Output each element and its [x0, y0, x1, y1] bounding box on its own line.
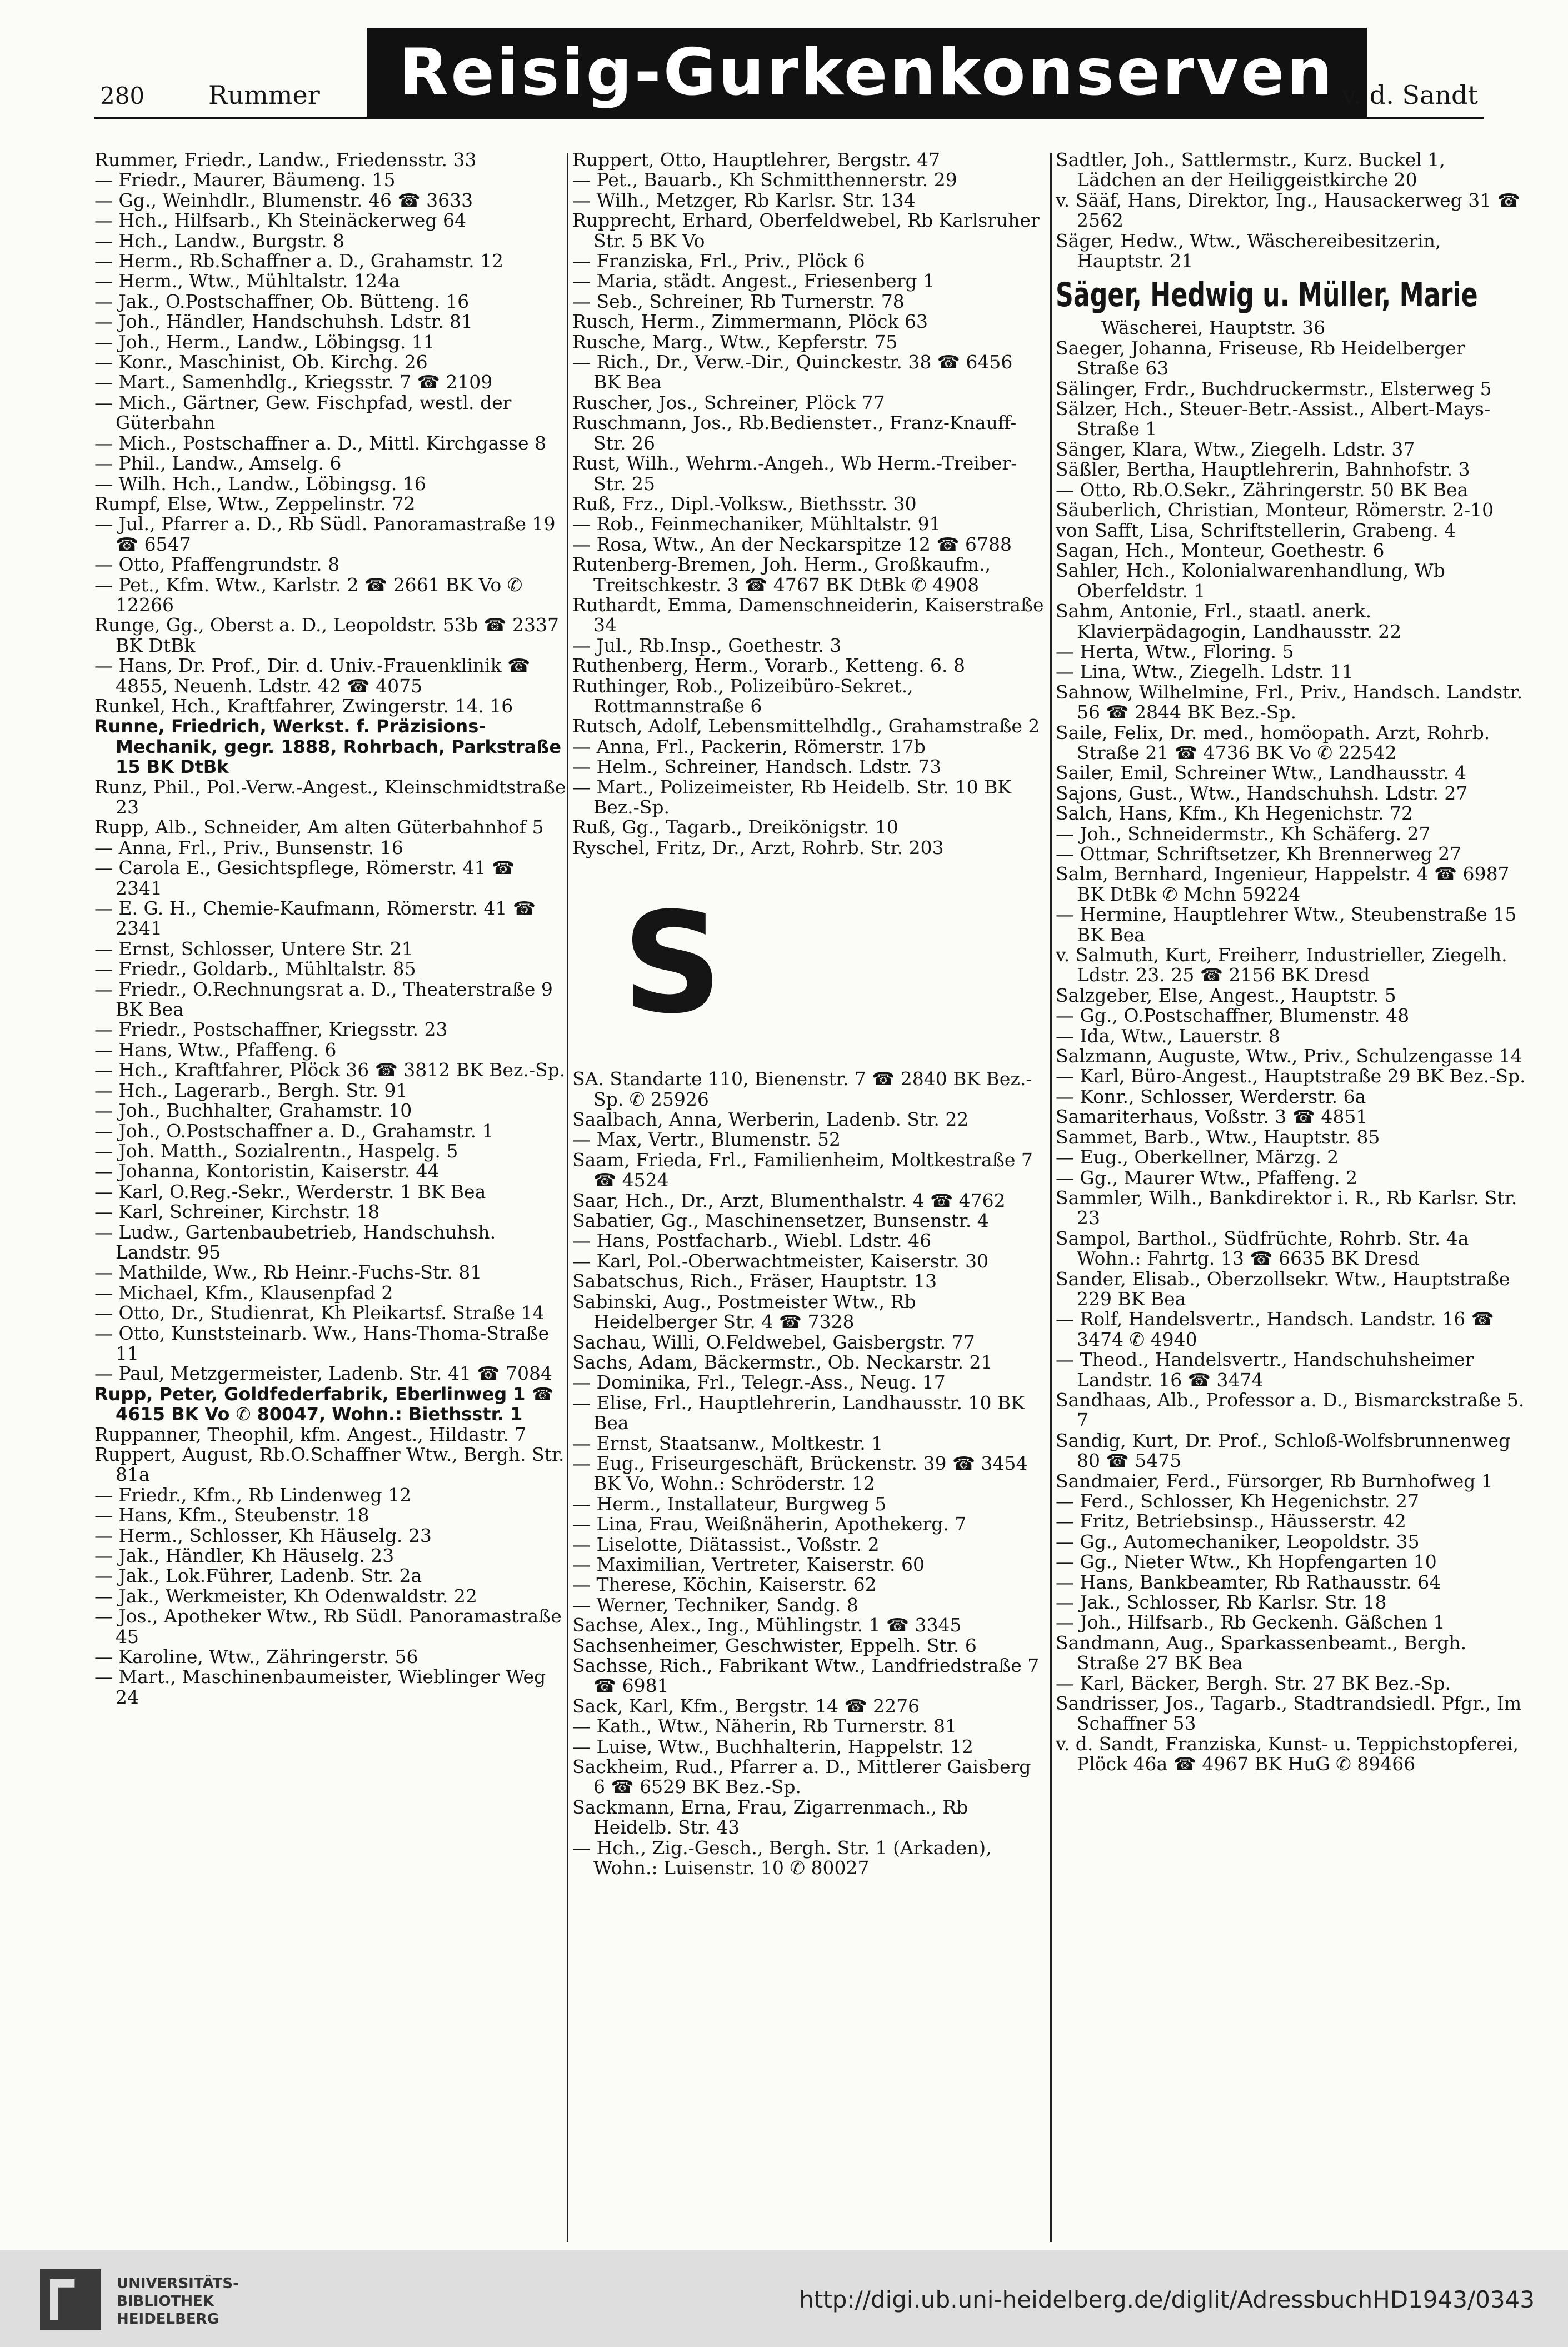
directory-entry: Sammet, Barb., Wtw., Hauptstr. 85 [1056, 1126, 1380, 1148]
directory-entry: Sachsse, Rich., Fabrikant Wtw., Landfriedstraße 7 ☎ 6981 [572, 1655, 1040, 1697]
directory-entry: — Karoline, Wtw., Zähringerstr. 56 [94, 1646, 418, 1668]
directory-entry: Runkel, Hch., Kraftfahrer, Zwingerstr. 14. 16 [94, 695, 513, 717]
directory-entry: — Mich., Gärtner, Gew. Fischpfad, westl. der Güterbahn [94, 391, 512, 434]
directory-entry: — Wilh., Metzger, Rb Karlsr. Str. 134 [572, 189, 916, 211]
directory-entry: — Hch., Zig.-Gesch., Bergh. Str. 1 (Arkaden), Wohn.: Luisenstr. 10 ✆ 80027 [572, 1836, 992, 1879]
directory-entry: — Gg., O.Postschaffner, Blumenstr. 48 [1056, 1005, 1410, 1027]
directory-entry: — Rob., Feinmechaniker, Mühltalstr. 91 [572, 513, 941, 535]
header-rule [94, 117, 1484, 119]
page-header [94, 22, 1484, 117]
directory-entry: — Therese, Köchin, Kaiserstr. 62 [572, 1574, 877, 1596]
directory-entry: Säger, Hedw., Wtw., Wäschereibesitzerin, Hauptstr. 21 [1056, 229, 1441, 272]
directory-entry: — Otto, Pfaffengrundstr. 8 [94, 553, 340, 576]
directory-entry: Sadtler, Joh., Sattlermstr., Kurz. Buckel 1, Lädchen an der Heiliggeistkirche 20 [1056, 149, 1445, 191]
directory-entry: — Maximilian, Vertreter, Kaiserstr. 60 [572, 1553, 925, 1575]
directory-entry: — Joh., O.Postschaffner a. D., Grahamstr. 1 [94, 1120, 494, 1142]
directory-entry: Samariterhaus, Voßstr. 3 ☎ 4851 [1056, 1106, 1368, 1128]
directory-entry: — Herm., Wtw., Mühltalstr. 124a [94, 270, 400, 292]
directory-entry: — Karl, Bäcker, Bergh. Str. 27 BK Bez.-Sp. [1056, 1672, 1451, 1694]
directory-entry: Ruthardt, Emma, Damenschneiderin, Kaiserstraße 34 [572, 593, 1044, 636]
directory-entry: — Gg., Weinhdlr., Blumenstr. 46 ☎ 3633 [94, 189, 473, 211]
running-head-left: Rummer [208, 80, 320, 110]
directory-entry: — Ernst, Schlosser, Untere Str. 21 [94, 937, 413, 960]
column-2-top [572, 150, 1045, 858]
directory-entry: Rupprecht, Erhard, Oberfeldwebel, Rb Karlsruher Str. 5 BK Vo [572, 209, 1040, 252]
column-2-bottom [572, 1069, 1045, 1878]
directory-entry: — Hch., Kraftfahrer, Plöck 36 ☎ 3812 BK Bez.-Sp. [94, 1059, 566, 1081]
directory-entry: — Fritz, Betriebsinsp., Häusserstr. 42 [1056, 1510, 1406, 1532]
directory-entry: — Mart., Maschinenbaumeister, Wieblinger Weg 24 [94, 1666, 546, 1708]
directory-entry: Sandmaier, Ferd., Fürsorger, Rb Burnhofweg 1 [1056, 1470, 1493, 1492]
source-url-link[interactable]: http://digi.ub.uni-heidelberg.de/diglit/AdressbuchHD1943/0343 [799, 2286, 1535, 2313]
directory-entry: — Luise, Wtw., Buchhalterin, Happelstr. 12 [572, 1735, 973, 1757]
directory-entry: — Rosa, Wtw., An der Neckarspitze 12 ☎ 6788 [572, 533, 1012, 555]
directory-entry: — Hans, Dr. Prof., Dir. d. Univ.-Frauenklinik ☎ 4855, Neuenh. Ldstr. 42 ☎ 4075 [94, 655, 531, 697]
directory-entry: Sabatschus, Rich., Fräser, Hauptstr. 13 [572, 1270, 937, 1292]
directory-entry: Sandhaas, Alb., Professor a. D., Bismarckstraße 5. 7 [1056, 1389, 1525, 1431]
directory-entry: — Helm., Schreiner, Handsch. Ldstr. 73 [572, 756, 942, 778]
directory-entry: — Mich., Postschaffner a. D., Mittl. Kirchgasse 8 [94, 432, 547, 454]
directory-entry: — Max, Vertr., Blumenstr. 52 [572, 1128, 841, 1151]
directory-entry: — Franziska, Frl., Priv., Plöck 6 [572, 250, 865, 272]
directory-entry: — Joh., Schneidermstr., Kh Schäferg. 27 [1056, 822, 1431, 845]
library-name-line: BIBLIOTHEK [117, 2293, 214, 2310]
directory-entry: — Hch., Landw., Burgstr. 8 [94, 229, 344, 252]
directory-entry: Ruthinger, Rob., Polizeibüro-Sekret., Rottmannstraße 6 [572, 675, 913, 717]
directory-entry: Ruß, Gg., Tagarb., Dreikönigstr. 10 [572, 816, 898, 838]
page-number: 280 [100, 82, 145, 109]
directory-entry: Sabinski, Aug., Postmeister Wtw., Rb Heidelberger Str. 4 ☎ 7328 [572, 1290, 916, 1333]
directory-entry: — Phil., Landw., Amselg. 6 [94, 452, 342, 475]
directory-entry: v. d. Sandt, Franziska, Kunst- u. Teppichstopferei, Plöck 46a ☎ 4967 BK HuG ✆ 89466 [1056, 1732, 1519, 1775]
directory-entry: — Friedr., Maurer, Bäumeng. 15 [94, 169, 396, 191]
directory-entry: — Konr., Schlosser, Werderstr. 6a [1056, 1085, 1366, 1107]
directory-entry: Sänger, Klara, Wtw., Ziegelh. Ldstr. 37 [1056, 438, 1415, 460]
directory-entry: — Joh. Matth., Sozialrentn., Haspelg. 5 [94, 1140, 458, 1162]
directory-entry: — Kath., Wtw., Näherin, Rb Turnerstr. 81 [572, 1715, 957, 1737]
directory-entry: Salch, Hans, Kfm., Kh Hegenichstr. 72 [1056, 802, 1414, 825]
directory-entry: — Anna, Frl., Priv., Bunsenstr. 16 [94, 836, 403, 858]
running-head-right: v. d. Sandt [1342, 80, 1478, 110]
directory-entry: Saalbach, Anna, Werberin, Ladenb. Str. 22 [572, 1108, 969, 1131]
directory-entry: — Gg., Automechaniker, Leopoldstr. 35 [1056, 1530, 1420, 1552]
directory-entry: Sabatier, Gg., Maschinensetzer, Bunsenstr. 4 [572, 1210, 989, 1232]
directory-entry: Sandrisser, Jos., Tagarb., Stadtrandsiedl. Pfgr., Im Schaffner 53 [1056, 1692, 1522, 1735]
directory-entry: — Friedr., O.Rechnungsrat a. D., Theaterstraße 9 BK Bea [94, 978, 553, 1021]
directory-entry: — Hans, Postfacharb., Wiebl. Ldstr. 46 [572, 1230, 932, 1252]
directory-entry: Sammler, Wilh., Bankdirektor i. R., Rb Karlsr. Str. 23 [1056, 1186, 1517, 1229]
directory-entry: Rusch, Herm., Zimmermann, Plöck 63 [572, 311, 928, 333]
directory-entry: — Hans, Kfm., Steubenstr. 18 [94, 1504, 369, 1526]
directory-entry: — Elise, Frl., Hauptlehrerin, Landhausstr. 10 BK Bea [572, 1391, 1025, 1434]
directory-entry: — Carola E., Gesichtspflege, Römerstr. 41 ☎ 2341 [94, 857, 515, 899]
directory-entry: — Otto, Kunststeinarb. Ww., Hans-Thoma-Straße 11 [94, 1322, 550, 1364]
library-logo-icon [40, 2269, 101, 2330]
column-divider [1050, 153, 1052, 2242]
directory-entry: Salm, Bernhard, Ingenieur, Happelstr. 4 ☎ 6987 BK DtBk ✆ Mchn 59224 [1056, 863, 1510, 905]
directory-entry: — Karl, Schreiner, Kirchstr. 18 [94, 1201, 380, 1223]
directory-entry: — Konr., Maschinist, Ob. Kirchg. 26 [94, 351, 428, 373]
directory-entry: — Ottmar, Schriftsetzer, Kh Brennerweg 27 [1056, 843, 1462, 865]
directory-entry: — Mart., Samenhdlg., Kriegsstr. 7 ☎ 2109 [94, 371, 493, 393]
directory-entry: — Otto, Dr., Studienrat, Kh Pleikartsf. Straße 14 [94, 1302, 545, 1324]
directory-entry: — Gg., Maurer Wtw., Pfaffeng. 2 [1056, 1166, 1358, 1189]
column-1 [94, 150, 567, 1707]
directory-entry: Sachau, Willi, O.Feldwebel, Gaisbergstr. 77 [572, 1331, 975, 1353]
directory-entry: — Jak., Lok.Führer, Ladenb. Str. 2a [94, 1565, 422, 1587]
directory-entry: Sälzer, Hch., Steuer-Betr.-Assist., Albert-Mays-Straße 1 [1056, 398, 1491, 440]
directory-entry: — Paul, Metzgermeister, Ladenb. Str. 41 ☎ 7084 [94, 1362, 552, 1385]
directory-entry: — Pet., Bauarb., Kh Schmitthennerstr. 29 [572, 169, 957, 191]
directory-entry: — Mart., Polizeimeister, Rb Heidelb. Str. 10 BK Bez.-Sp. [572, 776, 1012, 818]
directory-entry: — Ludw., Gartenbaubetrieb, Handschuhsh. Landstr. 95 [94, 1221, 496, 1263]
directory-entry: Sackheim, Rud., Pfarrer a. D., Mittlerer Gaisberg 6 ☎ 6529 BK Bez.-Sp. [572, 1756, 1031, 1798]
directory-entry: — Pet., Kfm. Wtw., Karlstr. 2 ☎ 2661 BK Vo ✆ 12266 [94, 573, 523, 616]
directory-entry: — Hch., Hilfsarb., Kh Steinäckerweg 64 [94, 209, 466, 232]
directory-entry: Salzmann, Auguste, Wtw., Priv., Schulzengasse 14 [1056, 1045, 1522, 1067]
directory-entry: — Rich., Dr., Verw.-Dir., Quinckestr. 38 ☎ 6456 BK Bea [572, 351, 1013, 393]
directory-entry: — Friedr., Postschaffner, Kriegsstr. 23 [94, 1018, 448, 1041]
directory-entry: — Eug., Oberkellner, Märzg. 2 [1056, 1146, 1339, 1168]
directory-entry: Sahler, Hch., Kolonialwarenhandlung, Wb Oberfeldstr. 1 [1056, 560, 1445, 602]
library-name-line: HEIDELBERG [117, 2311, 219, 2328]
directory-entry: Salzgeber, Else, Angest., Hauptstr. 5 [1056, 984, 1396, 1006]
directory-entry: — Joh., Händler, Handschuhsh. Ldstr. 81 [94, 311, 473, 333]
directory-entry: Ruscher, Jos., Schreiner, Plöck 77 [572, 391, 885, 413]
directory-entry: — Rolf, Handelsvertr., Handsch. Landstr. 16 ☎ 3474 ✆ 4940 [1056, 1308, 1494, 1350]
directory-entry: — Theod., Handelsvertr., Handschuhsheimer Landstr. 16 ☎ 3474 [1056, 1349, 1474, 1391]
directory-entry: — Hermine, Hauptlehrer Wtw., Steubenstraße 15 BK Bea [1056, 903, 1517, 946]
directory-entry: Saile, Felix, Dr. med., homöopath. Arzt, Rohrb. Straße 21 ☎ 4736 BK Vo ✆ 22542 [1056, 721, 1490, 763]
advertisement-entry: Säger, Hedwig u. Müller, Marie [1056, 276, 1478, 315]
directory-entry: — Karl, Büro-Angest., Hauptstraße 29 BK Bez.-Sp. [1056, 1065, 1526, 1087]
directory-entry: Sandig, Kurt, Dr. Prof., Schloß-Wolfsbrunnenweg 80 ☎ 5475 [1056, 1429, 1511, 1472]
directory-entry: Runge, Gg., Oberst a. D., Leopoldstr. 53b ☎ 2337 BK DtBk [94, 614, 560, 656]
directory-entry: — Wilh. Hch., Landw., Löbingsg. 16 [94, 472, 426, 495]
directory-entry: — Jak., O.Postschaffner, Ob. Bütteng. 16 [94, 290, 470, 312]
directory-entry: Sahnow, Wilhelmine, Frl., Priv., Handsch. Landstr. 56 ☎ 2844 BK Bez.-Sp. [1056, 681, 1523, 723]
directory-entry: Ruthenberg, Herm., Vorarb., Ketteng. 6. 8 [572, 655, 965, 677]
directory-entry: Ruppert, August, Rb.O.Schaffner Wtw., Bergh. Str. 81a [94, 1444, 565, 1486]
directory-entry: von Safft, Lisa, Schriftstellerin, Grabeng. 4 [1056, 519, 1456, 541]
directory-entry: Sachs, Adam, Bäckermstr., Ob. Neckarstr. 21 [572, 1351, 993, 1373]
directory-entry: — Anna, Frl., Packerin, Römerstr. 17b [572, 735, 926, 757]
directory-entry: Sajons, Gust., Wtw., Handschuhsh. Ldstr. 27 [1056, 782, 1468, 804]
directory-entry: — Jak., Werkmeister, Kh Odenwaldstr. 22 [94, 1585, 477, 1607]
directory-entry: Wäscherei, Hauptstr. 36 [1101, 317, 1326, 339]
directory-entry: Rutsch, Adolf, Lebensmittelhdlg., Grahamstraße 2 [572, 715, 1040, 737]
directory-entry: — Liselotte, Diätassist., Voßstr. 2 [572, 1533, 880, 1555]
column-3 [1056, 150, 1528, 1775]
directory-entry: v. Sääf, Hans, Direktor, Ing., Hausackerweg 31 ☎ 2562 [1056, 189, 1520, 232]
directory-entry: — Lina, Frau, Weißnäherin, Apothekerg. 7 [572, 1513, 967, 1535]
directory-entry: — Werner, Techniker, Sandg. 8 [572, 1594, 858, 1616]
directory-entry: Säuberlich, Christian, Monteur, Römerstr. 2-10 [1056, 499, 1494, 521]
directory-entry: Rusche, Marg., Wtw., Kepferstr. 75 [572, 331, 898, 353]
directory-entry: — Herm., Installateur, Burgweg 5 [572, 1492, 887, 1515]
directory-entry: Saam, Frieda, Frl., Familienheim, Moltkestraße 7 ☎ 4524 [572, 1148, 1033, 1191]
directory-entry: — Jak., Schlosser, Rb Karlsr. Str. 18 [1056, 1591, 1387, 1614]
directory-entry: — Jul., Pfarrer a. D., Rb Südl. Panoramastraße 19 ☎ 6547 [94, 513, 556, 555]
directory-entry: Sander, Elisab., Oberzollsekr. Wtw., Hauptstraße 229 BK Bea [1056, 1267, 1510, 1310]
directory-entry: — Michael, Kfm., Klausenpfad 2 [94, 1281, 393, 1304]
library-name-line: UNIVERSITÄTS- [117, 2275, 239, 2292]
directory-entry: — Joh., Herm., Landw., Löbingsg. 11 [94, 331, 435, 353]
directory-entry: Sagan, Hch., Monteur, Goethestr. 6 [1056, 539, 1385, 561]
directory-entry: — Friedr., Goldarb., Mühltalstr. 85 [94, 958, 416, 980]
directory-entry: — Mathilde, Ww., Rb Heinr.-Fuchs-Str. 81 [94, 1261, 482, 1284]
directory-entry: Ruppanner, Theophil, kfm. Angest., Hildastr. 7 [94, 1423, 527, 1445]
directory-entry: — Hch., Lagerarb., Bergh. Str. 91 [94, 1079, 408, 1101]
directory-entry: Saar, Hch., Dr., Arzt, Blumenthalstr. 4 ☎ 4762 [572, 1189, 1006, 1211]
directory-entry: Sackmann, Erna, Frau, Zigarrenmach., Rb Heidelb. Str. 43 [572, 1796, 968, 1839]
library-footer [0, 2250, 1568, 2347]
directory-entry: — Dominika, Frl., Telegr.-Ass., Neug. 17 [572, 1371, 946, 1394]
directory-entry: Rummer, Friedr., Landw., Friedensstr. 33 [94, 149, 477, 171]
directory-entry: — Eug., Friseurgeschäft, Brückenstr. 39 ☎ 3454 BK Vo, Wohn.: Schröderstr. 12 [572, 1452, 1028, 1495]
directory-entry: — Hans, Wtw., Pfaffeng. 6 [94, 1038, 337, 1061]
directory-entry: Sälinger, Frdr., Buchdruckermstr., Elsterweg 5 [1056, 377, 1492, 400]
directory-entry: — Maria, städt. Angest., Friesenberg 1 [572, 270, 935, 292]
directory-entry: — Karl, Pol.-Oberwachtmeister, Kaiserstr. 30 [572, 1250, 989, 1272]
directory-entry: Ruschmann, Jos., Rb.Bediensteт., Franz-Knauff-Str. 26 [572, 412, 1017, 454]
directory-entry: — Ida, Wtw., Lauerstr. 8 [1056, 1025, 1280, 1047]
directory-entry: Rupp, Alb., Schneider, Am alten Güterbahnhof 5 [94, 816, 544, 838]
directory-entry: Ruß, Frz., Dipl.-Volksw., Biethsstr. 30 [572, 492, 917, 515]
directory-entry: SA. Standarte 110, Bienenstr. 7 ☎ 2840 BK Bez.-Sp. ✆ 25926 [572, 1068, 1032, 1110]
directory-entry: — Jak., Händler, Kh Häuselg. 23 [94, 1545, 395, 1567]
directory-entry: Ruppert, Otto, Hauptlehrer, Bergstr. 47 [572, 149, 941, 171]
directory-entry: — Ferd., Schlosser, Kh Hegenichstr. 27 [1056, 1490, 1419, 1512]
directory-entry: — Herm., Schlosser, Kh Häuselg. 23 [94, 1524, 432, 1546]
directory-entry: — Lina, Wtw., Ziegelh. Ldstr. 11 [1056, 661, 1354, 683]
directory-entry: — Johanna, Kontoristin, Kaiserstr. 44 [94, 1160, 440, 1182]
directory-entry: — Joh., Hilfsarb., Rb Geckenh. Gäßchen 1 [1056, 1611, 1445, 1634]
directory-entry: Saeger, Johanna, Friseuse, Rb Heidelberger Straße 63 [1056, 337, 1465, 379]
directory-entry: Rust, Wilh., Wehrm.-Angeh., Wb Herm.-Treiber-Str. 25 [572, 452, 1017, 495]
directory-entry: Rupp, Peter, Goldfederfabrik, Eberlinweg 1 ☎ 4615 BK Vo ✆ 80047, Wohn.: Biethsstr. 1 [94, 1383, 554, 1425]
directory-entry: v. Salmuth, Kurt, Freiherr, Industrieller, Ziegelh. Ldstr. 23. 25 ☎ 2156 BK Dresd [1056, 944, 1507, 986]
advertisement-banner: Reisig-Gurkenkonserven [367, 28, 1367, 117]
directory-entry: Sachsenheimer, Geschwister, Eppelh. Str. 6 [572, 1634, 977, 1656]
directory-entry: Sahm, Antonie, Frl., staatl. anerk. Klavierpädagogin, Landhausstr. 22 [1056, 600, 1402, 642]
directory-entry: — Herta, Wtw., Floring. 5 [1056, 640, 1294, 662]
column-divider [567, 153, 568, 2242]
column-2 [572, 150, 1045, 1878]
directory-entry: — Friedr., Kfm., Rb Lindenweg 12 [94, 1484, 412, 1506]
directory-entry: — Herm., Rb.Schaffner a. D., Grahamstr. 12 [94, 250, 504, 272]
directory-entry: Sandmann, Aug., Sparkassenbeamt., Bergh. Straße 27 BK Bea [1056, 1631, 1467, 1674]
directory-entry: — Otto, Rb.O.Sekr., Zähringerstr. 50 BK Bea [1056, 478, 1469, 501]
directory-entry: — Jul., Rb.Insp., Goethestr. 3 [572, 634, 842, 656]
directory-entry: Sachse, Alex., Ing., Mühlingstr. 1 ☎ 3345 [572, 1614, 962, 1636]
directory-entry: — Jos., Apotheker Wtw., Rb Südl. Panoramastraße 45 [94, 1605, 562, 1647]
directory-entry: Ryschel, Fritz, Dr., Arzt, Rohrb. Str. 203 [572, 836, 944, 858]
directory-entry: — Joh., Buchhalter, Grahamstr. 10 [94, 1100, 412, 1122]
directory-entry: Sailer, Emil, Schreiner Wtw., Landhausstr. 4 [1056, 762, 1467, 784]
directory-entry: — E. G. H., Chemie-Kaufmann, Römerstr. 41 ☎ 2341 [94, 897, 536, 940]
directory-entry: Säßler, Bertha, Hauptlehrerin, Bahnhofstr. 3 [1056, 458, 1470, 481]
directory-entry: Runne, Friedrich, Werkst. f. Präzisions-Mechanik, gegr. 1888, Rohrbach, Parkstraße 15 BK DtBk [94, 716, 562, 778]
directory-entry: Runz, Phil., Pol.-Verw.-Angest., Kleinschmidtstraße 23 [94, 776, 566, 818]
directory-entry: — Gg., Nieter Wtw., Kh Hopfengarten 10 [1056, 1551, 1437, 1573]
section-letter: S [622, 882, 723, 1045]
directory-entry: Sampol, Barthol., Südfrüchte, Rohrb. Str. 4a Wohn.: Fahrtg. 13 ☎ 6635 BK Dresd [1056, 1227, 1469, 1270]
directory-entry: — Hans, Bankbeamter, Rb Rathausstr. 64 [1056, 1571, 1441, 1593]
library-name [117, 2275, 239, 2328]
directory-entry: — Ernst, Staatsanw., Moltkestr. 1 [572, 1432, 883, 1454]
directory-entry: Sack, Karl, Kfm., Bergstr. 14 ☎ 2276 [572, 1695, 920, 1717]
directory-entry: — Karl, O.Reg.-Sekr., Werderstr. 1 BK Bea [94, 1180, 486, 1202]
directory-entry: Rutenberg-Bremen, Joh. Herm., Großkaufm., Treitschkestr. 3 ☎ 4767 BK DtBk ✆ 4908 [572, 553, 991, 596]
directory-entry: — Seb., Schreiner, Rb Turnerstr. 78 [572, 290, 905, 312]
directory-entry: Rumpf, Else, Wtw., Zeppelinstr. 72 [94, 492, 416, 515]
